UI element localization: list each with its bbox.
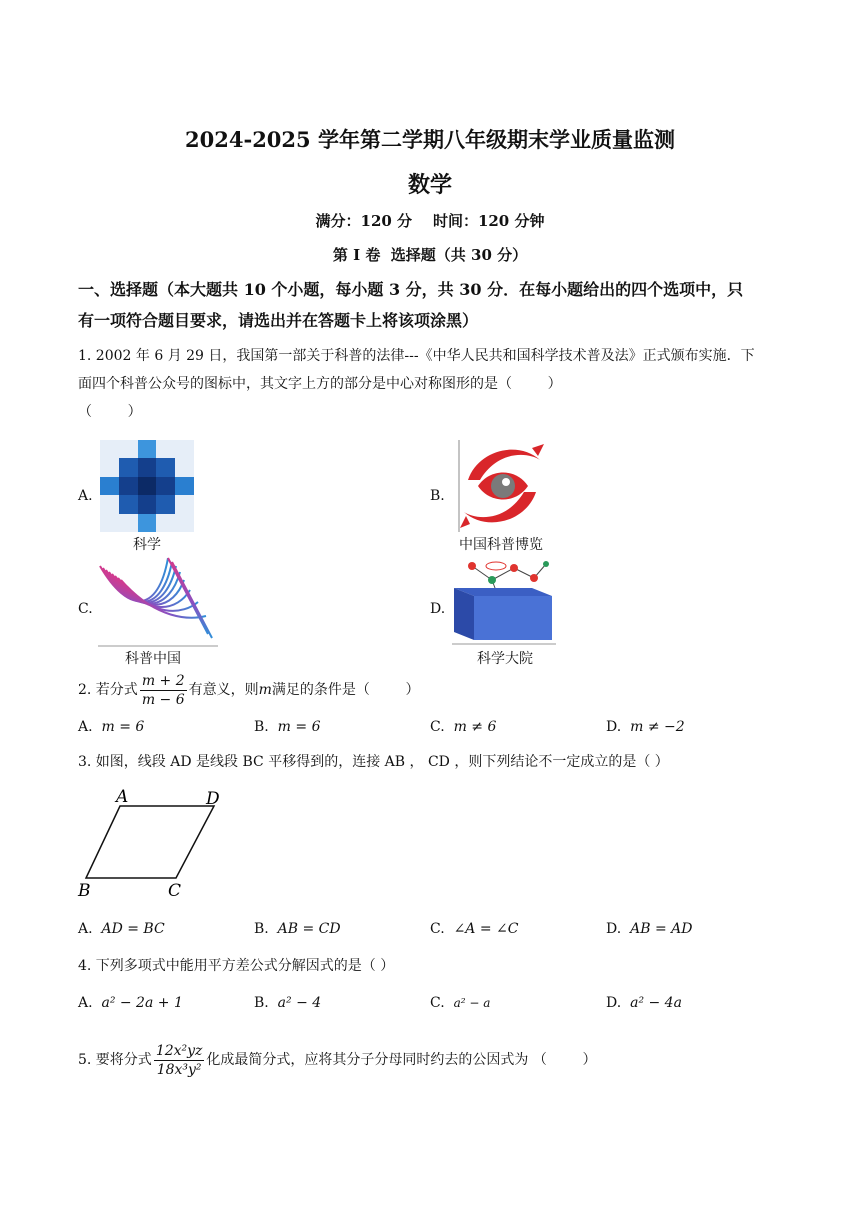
q1-line2: 面四个科普公众号的图标中，其文字上方的部分是中心对称图形的是（ ）: [78, 376, 562, 392]
q2-numerator: m + 2: [141, 672, 185, 689]
q3-option-c-letter: C.: [430, 921, 445, 937]
q4-option-b-text: a² − 4: [277, 995, 322, 1011]
box-logo: [452, 552, 558, 650]
vertex-b: B: [78, 881, 91, 901]
q1-line3: （ ）: [78, 404, 142, 420]
q3-option-b-letter: B.: [254, 921, 269, 937]
q4-option-d: [606, 995, 682, 1011]
q2-option-d-letter: D.: [606, 719, 622, 735]
q4-option-c: [430, 995, 490, 1011]
q1-option-a-caption: 科学: [133, 537, 161, 553]
q3-option-a: [78, 921, 165, 937]
q1-option-d-letter: D.: [430, 601, 446, 617]
section-heading: [78, 274, 788, 336]
kexue-logo: [100, 440, 194, 536]
q2-fraction: [140, 672, 187, 709]
ribbon-logo: [98, 554, 220, 652]
q3-option-b-text: AB = CD: [277, 921, 341, 937]
q4-text: 4. 下列多项式中能用平方差公式分解因式的是（ ）: [78, 958, 395, 974]
q5-prefix: 5. 要将分式: [78, 1052, 152, 1068]
q2-option-b: [254, 719, 320, 735]
q2-option-a: [78, 719, 144, 735]
q2-suffix2: 满足的条件是（ ）: [271, 682, 420, 698]
question-5: [78, 1040, 788, 1080]
q2-option-d: [606, 719, 685, 735]
q2-option-a-letter: A.: [78, 719, 93, 735]
q5-suffix: 化成最简分式，应将其分子分母同时约去的公因式为 （ ）: [206, 1052, 597, 1068]
q3-option-c-text: ∠A = ∠C: [453, 921, 519, 937]
q4-option-c-letter: C.: [430, 995, 445, 1011]
q3-option-d-letter: D.: [606, 921, 622, 937]
q2-option-c: [430, 719, 496, 735]
q2-option-b-letter: B.: [254, 719, 269, 735]
q4-option-a-letter: A.: [78, 995, 93, 1011]
q3-option-a-letter: A.: [78, 921, 93, 937]
q2-var: m: [258, 682, 272, 698]
q3-option-b: [254, 921, 341, 937]
section-heading-line1: 一、选择题（本大题共 10 个小题，每小题 3 分，共 30 分．在每小题给出的四个选项中，只: [78, 280, 744, 299]
vertex-c: C: [168, 881, 182, 901]
q4-option-b-letter: B.: [254, 995, 269, 1011]
exam-title: 2024-2025 学年第二学期八年级期末学业质量监测: [185, 127, 675, 152]
q1-option-c-caption: 科普中国: [125, 651, 181, 667]
q2-option-b-text: m = 6: [277, 719, 321, 735]
subject-title: 数学: [407, 172, 452, 198]
q3-option-a-text: AD = BC: [101, 921, 165, 937]
q1-line1: 1. 2002 年 6 月 29 日，我国第一部关于科普的法律---《中华人民共和国科学技术普及法》正式颁布实施．下: [78, 348, 755, 364]
q3-option-c: [430, 921, 519, 937]
q2-option-c-letter: C.: [430, 719, 445, 735]
q5-fraction: [154, 1042, 205, 1079]
part-title: 第 I 卷 选择题（共 30 分）: [332, 246, 528, 264]
q4-option-a: [78, 995, 183, 1011]
q4-option-d-letter: D.: [606, 995, 622, 1011]
question-1: [78, 342, 788, 426]
q5-denominator: 18x³y²: [156, 1061, 202, 1078]
question-2: [78, 670, 788, 710]
q5-numerator: 12x²yz: [155, 1042, 203, 1059]
q3-option-d: [606, 921, 692, 937]
q3-text: 3. 如图，线段 AD 是线段 BC 平移得到的，连接 AB ， CD ，则下列结论不一定成立的是（ ）: [78, 754, 669, 770]
section-heading-line2: 有一项符合题目要求，请选出并在答题卡上将该项涂黑）: [78, 311, 479, 330]
q1-option-a-letter: A.: [78, 488, 93, 504]
q2-suffix: 有意义，则: [188, 682, 259, 698]
exam-info: 满分：120 分 时间：120 分钟: [315, 212, 545, 230]
q2-option-d-text: m ≠ −2: [630, 719, 685, 735]
eye-logo: [458, 440, 546, 536]
q4-option-a-text: a² − 2a + 1: [101, 995, 183, 1011]
q4-option-d-text: a² − 4a: [630, 995, 682, 1011]
q2-option-c-text: m ≠ 6: [453, 719, 497, 735]
parallelogram-figure: [74, 786, 234, 908]
q2-denominator: m − 6: [141, 691, 185, 708]
q3-option-d-text: AB = AD: [630, 921, 693, 937]
q1-option-c-letter: C.: [78, 601, 93, 617]
q4-option-b: [254, 995, 321, 1011]
q2-option-a-text: m = 6: [101, 719, 145, 735]
vertex-d: D: [206, 789, 220, 809]
q4-option-c-text: a² − a: [453, 996, 491, 1010]
q1-option-b-letter: B.: [430, 488, 445, 504]
q2-prefix: 2. 若分式: [78, 682, 138, 698]
vertex-a: A: [116, 787, 129, 807]
q1-option-b-caption: 中国科普博览: [459, 537, 543, 553]
q1-option-d-caption: 科学大院: [477, 651, 533, 667]
